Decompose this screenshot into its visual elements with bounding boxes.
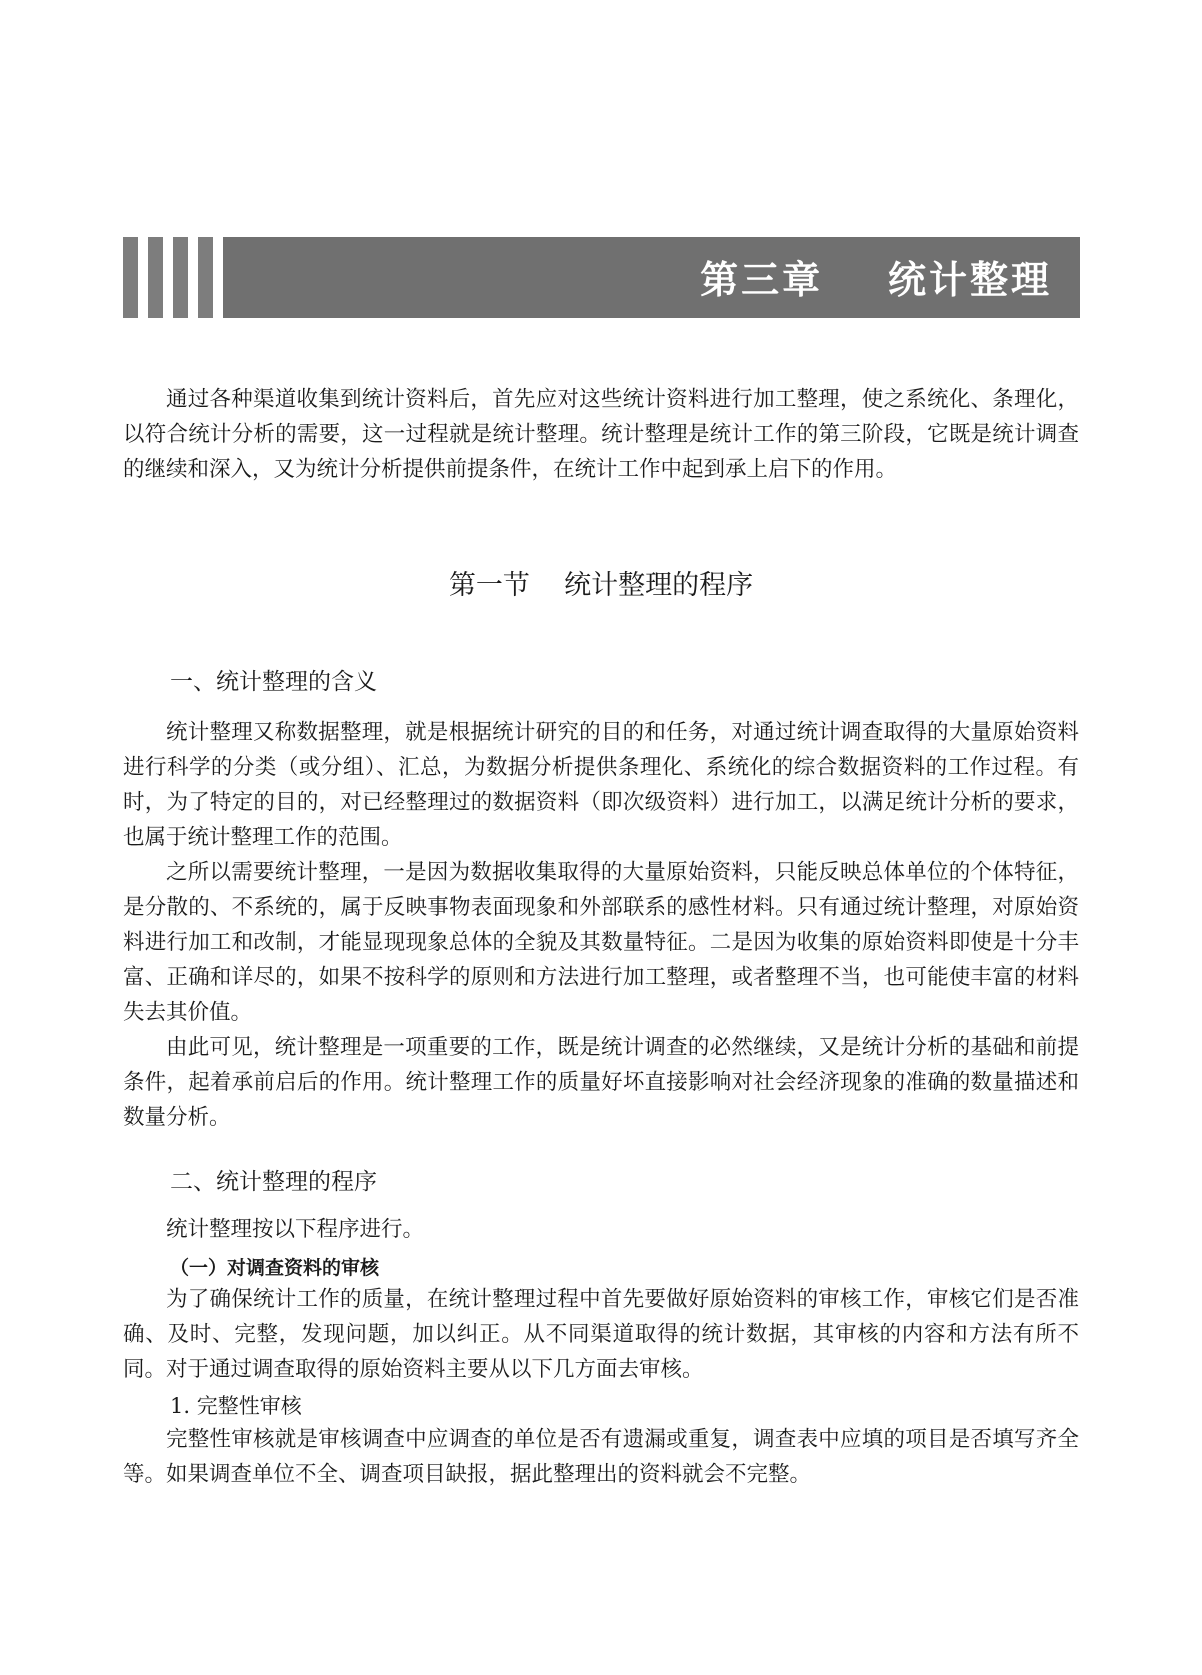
part1-paragraph-3: 由此可见，统计整理是一项重要的工作，既是统计调查的必然继续，又是统计分析的基础和前提条件，起着承前启后的作用。统计整理工作的质量好坏直接影响对社会经济现象的准确的数量描述和数量分析。 [123, 1035, 1079, 1130]
banner-stripe [198, 237, 213, 318]
intro-paragraph: 通过各种渠道收集到统计资料后，首先应对这些统计资料进行加工整理，使之系统化、条理化，以符合统计分析的需要，这一过程就是统计整理。统计整理是统计工作的第三阶段，它既是统计调查的继续和深入，又为统计分析提供前提条件，在统计工作中起到承上启下的作用。 [123, 387, 1079, 482]
item1-heading: 1. 完整性审核 [170, 1394, 302, 1418]
chapter-banner [123, 237, 1080, 318]
part1-paragraph-2: 之所以需要统计整理，一是因为数据收集取得的大量原始资料，只能反映总体单位的个体特征，是分散的、不系统的，属于反映事物表面现象和外部联系的感性材料。只有通过统计整理，对原始资料进行加工和改制，才能显现现象总体的全貌及其数量特征。二是因为收集的原始资料即使是十分丰富、正确和详尽的，如果不按科学的原则和方法进行加工整理，或者整理不当，也可能使丰富的材料失去其价值。 [123, 860, 1079, 1025]
part1-paragraph-1: 统计整理又称数据整理，就是根据统计研究的目的和任务，对通过统计调查取得的大量原始资料进行科学的分类（或分组）、汇总，为数据分析提供条理化、系统化的综合数据资料的工作过程。有时，为了特定的目的，对已经整理过的数据资料（即次级资料）进行加工，以满足统计分析的要求，也属于统计整理工作的范围。 [123, 720, 1079, 850]
part2-heading: 二、统计整理的程序 [170, 1169, 377, 1195]
sub1-heading: （一）对调查资料的审核 [170, 1257, 380, 1279]
section-title: 第一节 统计整理的程序 [448, 570, 754, 601]
banner-stripe [148, 237, 163, 318]
part2-lead: 统计整理按以下程序进行。 [166, 1217, 425, 1242]
banner-bar [223, 237, 1080, 318]
item1-paragraph: 完整性审核就是审核调查中应调查的单位是否有遗漏或重复，调查表中应填的项目是否填写齐全等。如果调查单位不全、调查项目缺报，据此整理出的资料就会不完整。 [123, 1427, 1079, 1487]
part1-heading: 一、统计整理的含义 [170, 669, 377, 695]
banner-stripe [173, 237, 188, 318]
chapter-title: 第三章 统计整理 [700, 258, 1052, 302]
banner-stripe [123, 237, 138, 318]
sub1-paragraph: 为了确保统计工作的质量，在统计整理过程中首先要做好原始资料的审核工作，审核它们是否准确、及时、完整，发现问题，加以纠正。从不同渠道取得的统计数据，其审核的内容和方法有所不同。对于通过调查取得的原始资料主要从以下几方面去审核。 [123, 1287, 1079, 1382]
